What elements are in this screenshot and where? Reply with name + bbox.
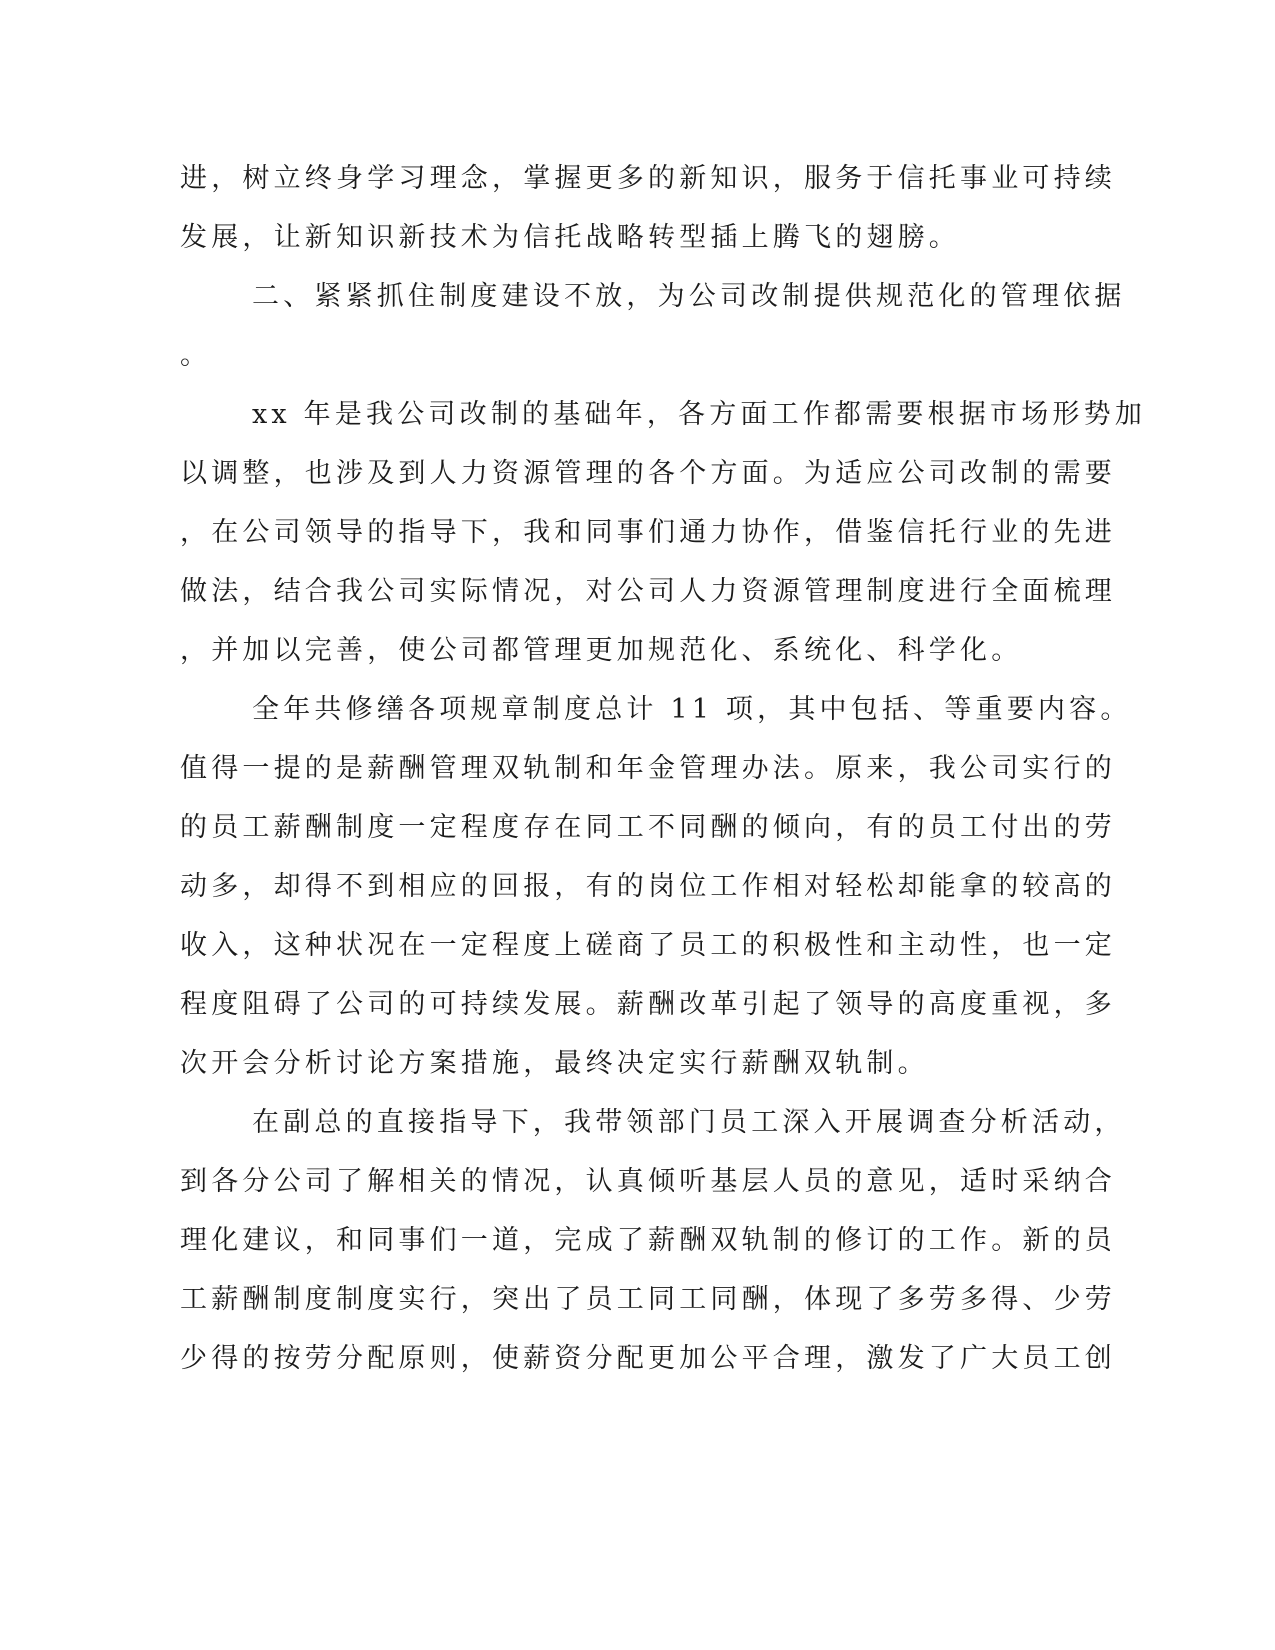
text-line: 发展，让新知识新技术为信托战略转型插上腾飞的翅膀。 <box>180 222 960 253</box>
text-line: 。 <box>180 340 212 371</box>
text-line: ，在公司领导的指导下，我和同事们通力协作，借鉴信托行业的先进 <box>180 517 1116 548</box>
text-line: 收入，这种状况在一定程度上磋商了员工的积极性和主动性，也一定 <box>180 930 1116 961</box>
text-line: 进，树立终身学习理念，掌握更多的新知识，服务于信托事业可持续 <box>180 163 1116 194</box>
text-line: 的员工薪酬制度一定程度存在同工不同酬的倾向，有的员工付出的劳 <box>180 812 1116 843</box>
text-line: 程度阻碍了公司的可持续发展。薪酬改革引起了领导的高度重视，多 <box>180 989 1116 1020</box>
text-line: 次开会分析讨论方案措施，最终决定实行薪酬双轨制。 <box>180 1048 929 1079</box>
text-line: 值得一提的是薪酬管理双轨制和年金管理办法。原来，我公司实行的 <box>180 753 1116 784</box>
text-line: 工薪酬制度制度实行，突出了员工同工同酬，体现了多劳多得、少劳 <box>180 1284 1116 1315</box>
text-line: 少得的按劳分配原则，使薪资分配更加公平合理，激发了广大员工创 <box>180 1343 1116 1374</box>
text-line: 以调整，也涉及到人力资源管理的各个方面。为适应公司改制的需要 <box>180 458 1116 489</box>
section-heading: 二、紧紧抓住制度建设不放，为公司改制提供规范化的管理依据 <box>252 281 1126 312</box>
text-line: 到各分公司了解相关的情况，认真倾听基层人员的意见，适时采纳合 <box>180 1166 1116 1197</box>
text-line: 在副总的直接指导下，我带领部门员工深入开展调查分析活动， <box>252 1107 1126 1138</box>
text-line: ，并加以完善，使公司都管理更加规范化、系统化、科学化。 <box>180 635 1023 666</box>
text-line: 动多，却得不到相应的回报，有的岗位工作相对轻松却能拿的较高的 <box>180 871 1116 902</box>
text-line: xx 年是我公司改制的基础年，各方面工作都需要根据市场形势加 <box>252 399 1147 430</box>
text-line: 理化建议，和同事们一道，完成了薪酬双轨制的修订的工作。新的员 <box>180 1225 1116 1256</box>
text-line: 做法，结合我公司实际情况，对公司人力资源管理制度进行全面梳理 <box>180 576 1116 607</box>
text-line: 全年共修缮各项规章制度总计 11 项，其中包括、等重要内容。 <box>252 694 1132 725</box>
